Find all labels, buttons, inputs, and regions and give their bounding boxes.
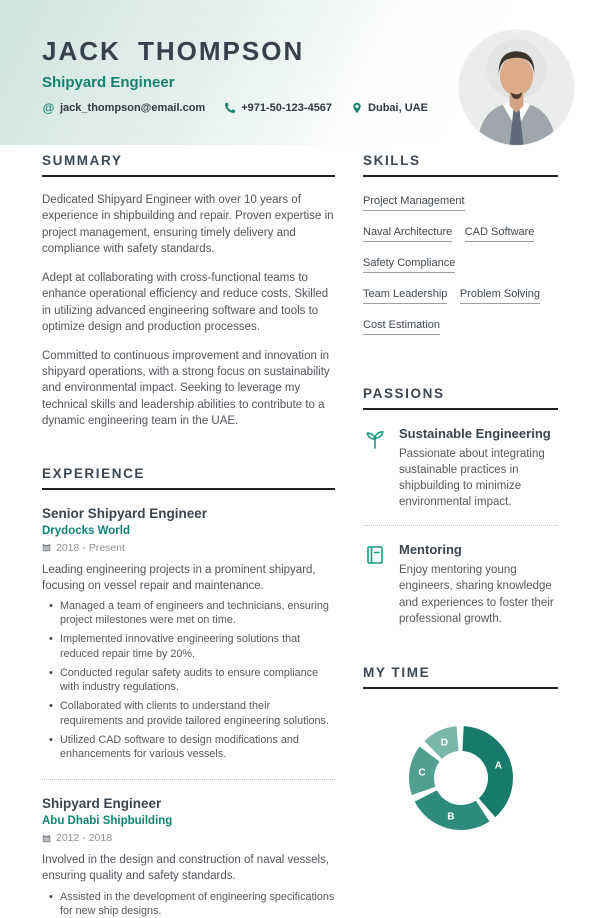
mytime-donut-chart: [363, 703, 558, 853]
contact-email-text: jack_thompson@email.com: [60, 101, 206, 114]
experience-description: Involved in the design and construction of naval vessels, ensuring quality and safety standards.: [42, 854, 330, 883]
summary-paragraph: Committed to continuous improvement and innovation in shipyard operations, with a strong focus on sustainability and environmental impact. Seeking to leverage my technical skills and leadership abilities to contribute to a dynamic engineering team in the UAE.: [42, 349, 330, 428]
avatar-illustration: [459, 30, 574, 145]
summary-heading: SUMMARY: [42, 153, 123, 168]
phone-icon: [223, 101, 236, 114]
skill-tag: Team Leadership: [363, 288, 447, 304]
location-pin-icon: [350, 101, 363, 114]
skill-tag: Naval Architecture: [363, 226, 452, 242]
passion-text: Enjoy mentoring young engineers, sharing knowledge and experiences to foster their professional growth.: [399, 564, 554, 625]
section-rule: [42, 488, 335, 490]
contact-location-text: Dubai, UAE: [368, 101, 428, 114]
calendar-icon: [42, 543, 51, 552]
book-icon: [363, 543, 387, 567]
experience-bullet: • Managed a team of engineers and technicians, ensuring project milestones were met on time.: [42, 599, 335, 628]
experience-dates: [42, 832, 335, 844]
passion-item: [363, 542, 558, 626]
summary-body: [42, 192, 335, 430]
experience-company: Drydocks World: [42, 524, 130, 537]
experience-entry: [42, 506, 335, 762]
seedling-icon: [363, 427, 387, 451]
skills-heading: SKILLS: [363, 153, 421, 168]
experience-dates-text: 2018 - Present: [56, 541, 125, 554]
passion-title: Sustainable Engineering: [399, 426, 551, 441]
donut-slice-label: B: [446, 811, 454, 823]
passion-item: [363, 426, 558, 510]
skill-tag: Problem Solving: [460, 288, 540, 304]
skill-tag: CAD Software: [465, 226, 535, 242]
skill-tag: Safety Compliance: [363, 257, 455, 273]
person-job-title: Shipyard Engineer: [42, 74, 175, 91]
calendar-icon: [42, 834, 51, 843]
donut-slice-label: C: [417, 767, 426, 779]
experience-dates: [42, 542, 335, 554]
mytime-section: [363, 665, 558, 853]
content-columns: [0, 145, 600, 918]
contact-location: [350, 101, 428, 114]
contact-phone: [223, 101, 332, 114]
experience-entry: [42, 796, 335, 918]
right-column: [363, 153, 558, 918]
skills-list: [363, 191, 558, 346]
section-rule: [42, 175, 335, 177]
section-rule: [363, 175, 558, 177]
experience-job-title: Shipyard Engineer: [42, 796, 162, 812]
experience-dates-text: 2012 - 2018: [56, 832, 113, 845]
contact-email: [42, 101, 205, 114]
email-at-icon: @: [42, 100, 55, 115]
resume-header: [0, 0, 600, 145]
passion-content: [399, 542, 558, 626]
experience-bullet: • Assisted in the development of engineering specifications for new ship designs.: [42, 890, 335, 918]
passions-section: [363, 386, 558, 627]
experience-job-title: Senior Shipyard Engineer: [42, 505, 208, 521]
summary-paragraph: Adept at collaborating with cross-functional teams to enhance operational efficiency and reduce costs. Skilled in utilizing advanced engineering software and tools to optimize design and production processes.: [42, 271, 329, 334]
avatar: [459, 30, 574, 145]
entry-divider: [42, 779, 335, 780]
summary-section: [42, 153, 335, 430]
experience-bullet: • Conducted regular safety audits to ensure compliance with industry regulations.: [42, 666, 335, 695]
section-rule: [363, 687, 558, 689]
experience-description: Leading engineering projects in a prominent shipyard, focusing on vessel repair and maintenance.: [42, 563, 316, 592]
mytime-heading: MY TIME: [363, 664, 431, 680]
donut-slice-label: A: [494, 760, 502, 772]
experience-bullet: • Implemented innovative engineering solutions that reduced repair time by 20%.: [42, 632, 335, 661]
contact-phone-text: +971-50-123-4567: [241, 101, 333, 114]
passions-heading: PASSIONS: [363, 386, 445, 401]
donut-slice-label: D: [440, 737, 448, 749]
left-column: [42, 153, 335, 918]
donut-slice-B: [414, 790, 489, 830]
experience-bullet-list: [42, 890, 335, 918]
skills-section: [363, 153, 558, 346]
passion-divider: [363, 525, 558, 526]
skill-tag: Project Management: [363, 195, 465, 211]
passion-title: Mentoring: [399, 542, 462, 558]
experience-company: Abu Dhabi Shipbuilding: [42, 815, 173, 828]
summary-paragraph: Dedicated Shipyard Engineer with over 10 years of experience in shipbuilding and repair. Proven expertise in project management, ensuring timely delivery and compliance with safety standards.: [42, 194, 334, 256]
passion-content: [399, 426, 558, 510]
section-rule: [363, 408, 558, 410]
experience-bullet-list: [42, 599, 335, 762]
experience-bullet: • Collaborated with clients to understand their requirements and provide tailored engineering solutions.: [42, 699, 335, 728]
experience-heading: EXPERIENCE: [42, 465, 146, 481]
experience-section: [42, 466, 335, 918]
experience-bullet: • Utilized CAD software to design modifications and enhancements for various vessels.: [42, 733, 335, 762]
skill-tag: Cost Estimation: [363, 319, 440, 335]
donut-chart-svg: [386, 703, 536, 853]
passion-text: Passionate about integrating sustainable practices in shipbuilding to minimize environmental impact.: [399, 448, 545, 509]
person-name: JACK THOMPSON: [42, 36, 305, 66]
